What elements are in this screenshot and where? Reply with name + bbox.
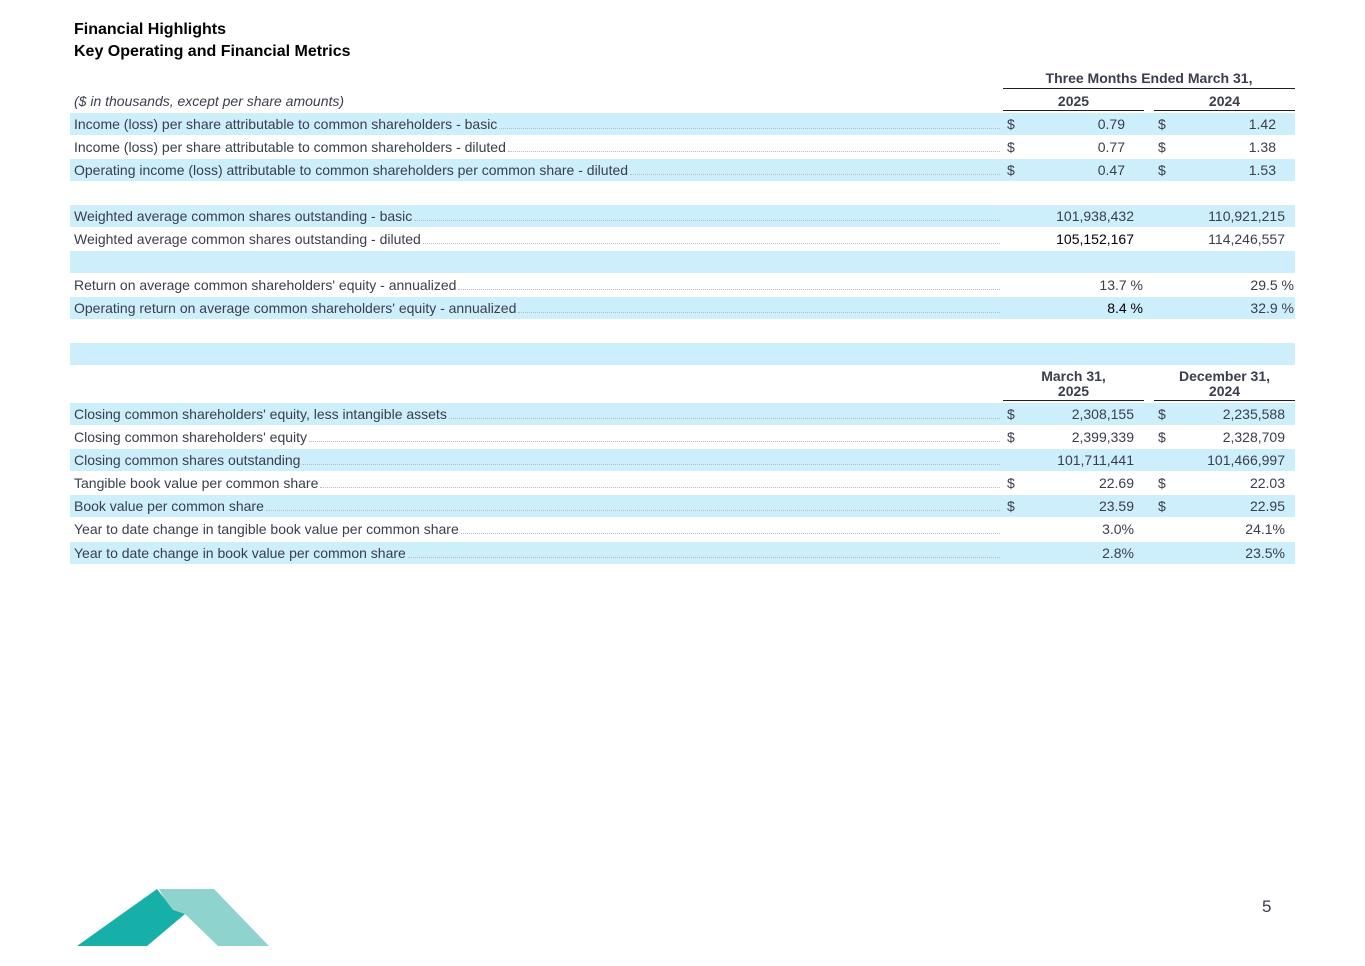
table-row [70,205,1295,227]
row-label: Income (loss) per share attributable to common shareholders - diluted [74,139,506,155]
table-row [70,228,1295,250]
row-label: Tangible book value per common share [74,475,319,491]
dollar-sign: $ [1158,162,1166,178]
value-december-2024: 22.03 [1249,475,1285,491]
table-row [70,403,1295,425]
table-row [70,472,1295,494]
value-2025: 0.79 [1097,116,1125,132]
table-row [70,426,1295,448]
value-2024: 110,921,215 [1208,208,1285,224]
table-row [70,136,1295,158]
value-december-2024: 101,466,997 [1207,452,1285,468]
value-december-2024: 22.95 [1249,498,1285,514]
three-months-header: Three Months Ended March 31, [1045,70,1253,86]
row-label: Weighted average common shares outstanding - basic [74,208,413,224]
spacer-row [70,343,1295,365]
dot-leader [266,510,1000,511]
table-row [70,113,1295,135]
dot-leader [458,289,1000,290]
value-2025: 105,152,167 [1056,231,1134,247]
dollar-sign: $ [1007,475,1015,491]
dot-leader [449,418,1000,419]
dot-leader [518,312,1000,313]
dot-leader [461,533,1000,534]
row-label: Weighted average common shares outstanding - diluted [74,231,421,247]
dollar-sign: $ [1007,139,1015,155]
dollar-sign: $ [1158,429,1166,445]
value-2025: 13.7 % [1099,277,1143,293]
table-row [70,274,1295,296]
spacer-row [70,182,1295,204]
spacer-row [70,251,1295,273]
value-march-2025: 101,711,441 [1057,452,1134,468]
dollar-sign: $ [1007,116,1015,132]
row-label: Closing common shareholders' equity [74,429,308,445]
dollar-sign: $ [1158,139,1166,155]
dot-leader [408,557,1000,558]
column-header-line: March 31, [1041,368,1106,384]
value-march-2025: 23.59 [1098,498,1134,514]
dot-leader [309,441,1000,442]
table-row [70,495,1295,517]
dot-leader [499,128,1000,129]
table-row [70,518,1295,540]
dollar-sign: $ [1158,498,1166,514]
value-december-2024: 2,235,588 [1222,406,1285,422]
dot-leader [414,220,1000,221]
dot-leader [320,487,1000,488]
column-header-2024: 2024 [1208,93,1241,109]
value-2025: 8.4 % [1107,300,1143,316]
column-header-line: 2025 [1057,383,1090,399]
dot-leader [302,464,1000,465]
row-label: Book value per common share [74,498,264,514]
dollar-sign: $ [1007,406,1015,422]
value-2025: 0.77 [1097,139,1125,155]
row-label: Income (loss) per share attributable to common shareholders - basic [74,116,498,132]
header-underline [1003,88,1295,89]
table-row [70,297,1295,319]
value-march-2025: 2,399,339 [1071,429,1134,445]
value-2025: 101,938,432 [1056,208,1134,224]
row-label: Year to date change in tangible book value per common share [74,521,459,537]
col2-underline [1154,110,1295,111]
dollar-sign: $ [1158,406,1166,422]
column-header-line: 2024 [1208,383,1241,399]
dollar-sign: $ [1158,475,1166,491]
dollar-sign: $ [1007,162,1015,178]
value-march-2025: 22.69 [1098,475,1134,491]
row-label: Return on average common shareholders' equity - annualized [74,277,457,293]
dot-leader [423,243,1000,244]
page-subtitle: Key Operating and Financial Metrics [74,43,351,60]
row-label: Closing common shares outstanding [74,452,301,468]
column-header-2025: 2025 [1057,93,1090,109]
value-2024: 1.38 [1248,139,1276,155]
company-logo-icon [77,888,270,948]
row-label: Operating income (loss) attributable to common shareholders per common share - diluted [74,162,629,178]
value-december-2024: 24.1% [1245,521,1285,537]
value-2024: 1.53 [1248,162,1276,178]
value-december-2024: 2,328,709 [1222,429,1285,445]
row-label: Year to date change in book value per common share [74,545,406,561]
page-title: Financial Highlights [74,21,227,38]
table-row [70,159,1295,181]
dot-leader [630,174,1000,175]
page-number: 5 [1262,897,1272,916]
row-label: Operating return on average common shareholders' equity - annualized [74,300,517,316]
value-december-2024: 23.5% [1245,545,1285,561]
value-march-2025: 2,308,155 [1071,406,1134,422]
value-2024: 114,246,557 [1208,231,1285,247]
row-label: Closing common shareholders' equity, less intangible assets [74,406,447,422]
column-header-december-2024 [1154,369,1295,399]
dollar-sign: $ [1158,116,1166,132]
dollar-sign: $ [1007,429,1015,445]
value-2024: 29.5 % [1250,277,1294,293]
col2-underline [1154,400,1295,401]
table-row [70,449,1295,471]
column-header-march-2025 [1003,369,1144,399]
value-march-2025: 3.0% [1102,521,1134,537]
value-2025: 0.47 [1097,162,1125,178]
column-header-line: December 31, [1178,368,1271,384]
value-2024: 32.9 % [1250,300,1294,316]
spacer-row [70,320,1295,342]
table-row [70,542,1295,564]
units-note: ($ in thousands, except per share amounts) [74,93,345,109]
dot-leader [508,151,1000,152]
col1-underline [1003,400,1144,401]
value-march-2025: 2.8% [1102,545,1134,561]
value-2024: 1.42 [1248,116,1276,132]
col1-underline [1003,110,1144,111]
dollar-sign: $ [1007,498,1015,514]
